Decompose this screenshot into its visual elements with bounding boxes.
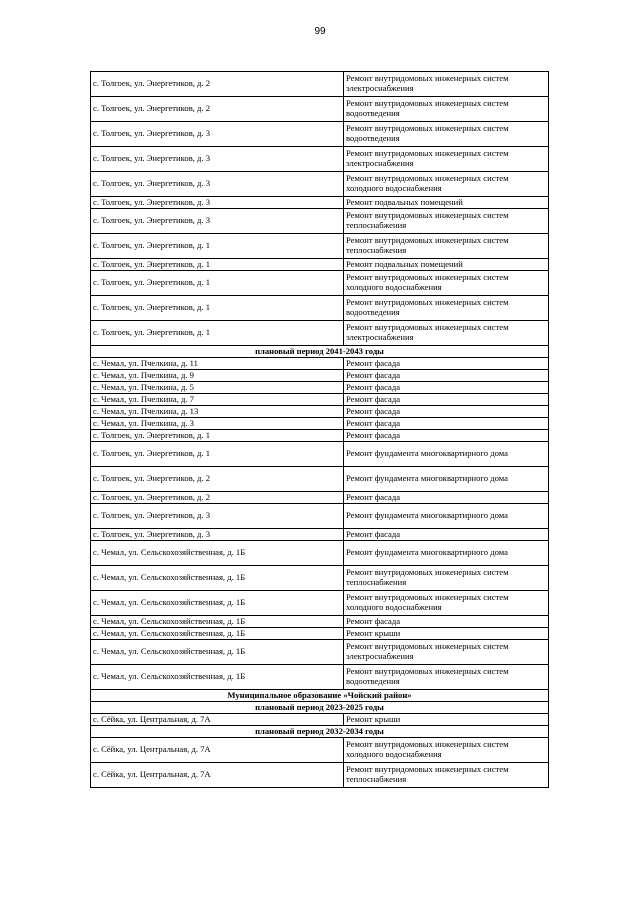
work-type-cell: Ремонт внутридомовых инженерных систем электроснабжения [344,321,549,346]
table-row [91,172,549,197]
repair-schedule-table [90,71,549,788]
work-type-cell: Ремонт внутридомовых инженерных систем электроснабжения [344,147,549,172]
table-row [91,492,549,504]
work-type-cell: Ремонт крыши [344,714,549,726]
table-body [91,72,549,788]
work-type-cell: Ремонт внутридомовых инженерных систем водоотведения [344,665,549,690]
address-cell: с. Толгоек, ул. Энергетиков, д. 1 [91,259,344,271]
table-row [91,665,549,690]
address-cell: с. Чемал, ул. Пчелкина, д. 3 [91,418,344,430]
table-row [91,147,549,172]
work-type-cell: Ремонт внутридомовых инженерных систем водоотведения [344,296,549,321]
address-cell: с. Чемал, ул. Сельскохозяйственная, д. 1Б [91,591,344,616]
section-header-row [91,702,549,714]
address-cell: с. Толгоек, ул. Энергетиков, д. 3 [91,529,344,541]
address-cell: с. Толгоек, ул. Энергетиков, д. 1 [91,430,344,442]
table-row [91,566,549,591]
address-cell: с. Толгоек, ул. Энергетиков, д. 3 [91,172,344,197]
table-row [91,738,549,763]
work-type-cell: Ремонт внутридомовых инженерных систем электроснабжения [344,72,549,97]
address-cell: с. Сёйка, ул. Центральная, д. 7А [91,738,344,763]
table-row [91,430,549,442]
table-row [91,209,549,234]
work-type-cell: Ремонт внутридомовых инженерных систем теплоснабжения [344,763,549,788]
work-type-cell: Ремонт внутридомовых инженерных систем холодного водоснабжения [344,172,549,197]
table-row [91,640,549,665]
work-type-cell: Ремонт фасада [344,418,549,430]
section-header-row [91,346,549,358]
work-type-cell: Ремонт внутридомовых инженерных систем водоотведения [344,97,549,122]
table-row [91,296,549,321]
address-cell: с. Толгоек, ул. Энергетиков, д. 1 [91,442,344,467]
address-cell: с. Чемал, ул. Пчелкина, д. 13 [91,406,344,418]
address-cell: с. Чемал, ул. Пчелкина, д. 7 [91,394,344,406]
table-row [91,122,549,147]
work-type-cell: Ремонт внутридомовых инженерных систем теплоснабжения [344,234,549,259]
table-row [91,442,549,467]
table-row [91,259,549,271]
address-cell: с. Толгоек, ул. Энергетиков, д. 3 [91,504,344,529]
address-cell: с. Толгоек, ул. Энергетиков, д. 3 [91,147,344,172]
address-cell: с. Чемал, ул. Сельскохозяйственная, д. 1Б [91,616,344,628]
address-cell: с. Толгоек, ул. Энергетиков, д. 1 [91,296,344,321]
table-row [91,418,549,430]
table-row [91,467,549,492]
page-number: 99 [314,26,326,37]
table-row [91,406,549,418]
work-type-cell: Ремонт подвальных помещений [344,259,549,271]
work-type-cell: Ремонт внутридомовых инженерных систем водоотведения [344,122,549,147]
work-type-cell: Ремонт фасада [344,370,549,382]
section-header-row [91,726,549,738]
table-row [91,394,549,406]
table-row [91,616,549,628]
work-type-cell: Ремонт фасада [344,394,549,406]
work-type-cell: Ремонт внутридомовых инженерных систем холодного водоснабжения [344,591,549,616]
address-cell: с. Чемал, ул. Сельскохозяйственная, д. 1Б [91,541,344,566]
address-cell: с. Толгоек, ул. Энергетиков, д. 3 [91,197,344,209]
table-row [91,529,549,541]
work-type-cell: Ремонт фасада [344,529,549,541]
address-cell: с. Чемал, ул. Пчелкина, д. 9 [91,370,344,382]
address-cell: с. Чемал, ул. Сельскохозяйственная, д. 1Б [91,628,344,640]
table-row [91,271,549,296]
address-cell: с. Чемал, ул. Сельскохозяйственная, д. 1Б [91,665,344,690]
section-header: плановый период 2023-2025 годы [91,702,549,714]
table-row [91,763,549,788]
work-type-cell: Ремонт фундамента многоквартирного дома [344,504,549,529]
work-type-cell: Ремонт фундамента многоквартирного дома [344,541,549,566]
table-row [91,382,549,394]
address-cell: с. Толгоек, ул. Энергетиков, д. 1 [91,321,344,346]
section-header: Муниципальное образование «Чойский район» [91,690,549,702]
work-type-cell: Ремонт фундамента многоквартирного дома [344,442,549,467]
work-type-cell: Ремонт фасада [344,358,549,370]
table-row [91,234,549,259]
address-cell: с. Толгоек, ул. Энергетиков, д. 2 [91,467,344,492]
work-type-cell: Ремонт фасада [344,616,549,628]
table-row [91,628,549,640]
address-cell: с. Толгоек, ул. Энергетиков, д. 2 [91,72,344,97]
table-row [91,72,549,97]
table-row [91,541,549,566]
table-row [91,504,549,529]
table-row [91,714,549,726]
work-type-cell: Ремонт подвальных помещений [344,197,549,209]
address-cell: с. Толгоек, ул. Энергетиков, д. 1 [91,234,344,259]
section-header: плановый период 2041-2043 годы [91,346,549,358]
address-cell: с. Чемал, ул. Сельскохозяйственная, д. 1Б [91,566,344,591]
address-cell: с. Чемал, ул. Сельскохозяйственная, д. 1Б [91,640,344,665]
address-cell: с. Толгоек, ул. Энергетиков, д. 3 [91,209,344,234]
work-type-cell: Ремонт фундамента многоквартирного дома [344,467,549,492]
address-cell: с. Чемал, ул. Пчелкина, д. 5 [91,382,344,394]
work-type-cell: Ремонт внутридомовых инженерных систем электроснабжения [344,640,549,665]
table-row [91,358,549,370]
table-row [91,321,549,346]
work-type-cell: Ремонт внутридомовых инженерных систем теплоснабжения [344,566,549,591]
work-type-cell: Ремонт внутридомовых инженерных систем холодного водоснабжения [344,738,549,763]
address-cell: с. Сёйка, ул. Центральная, д. 7А [91,714,344,726]
table-row [91,97,549,122]
work-type-cell: Ремонт фасада [344,406,549,418]
address-cell: с. Сёйка, ул. Центральная, д. 7А [91,763,344,788]
address-cell: с. Толгоек, ул. Энергетиков, д. 2 [91,492,344,504]
table-row [91,591,549,616]
section-header-row [91,690,549,702]
work-type-cell: Ремонт фасада [344,382,549,394]
section-header: плановый период 2032-2034 годы [91,726,549,738]
address-cell: с. Толгоек, ул. Энергетиков, д. 3 [91,122,344,147]
address-cell: с. Чемал, ул. Пчелкина, д. 11 [91,358,344,370]
work-type-cell: Ремонт внутридомовых инженерных систем холодного водоснабжения [344,271,549,296]
address-cell: с. Толгоек, ул. Энергетиков, д. 1 [91,271,344,296]
table-row [91,370,549,382]
work-type-cell: Ремонт крыши [344,628,549,640]
work-type-cell: Ремонт фасада [344,492,549,504]
work-type-cell: Ремонт фасада [344,430,549,442]
work-type-cell: Ремонт внутридомовых инженерных систем теплоснабжения [344,209,549,234]
address-cell: с. Толгоек, ул. Энергетиков, д. 2 [91,97,344,122]
table-row [91,197,549,209]
